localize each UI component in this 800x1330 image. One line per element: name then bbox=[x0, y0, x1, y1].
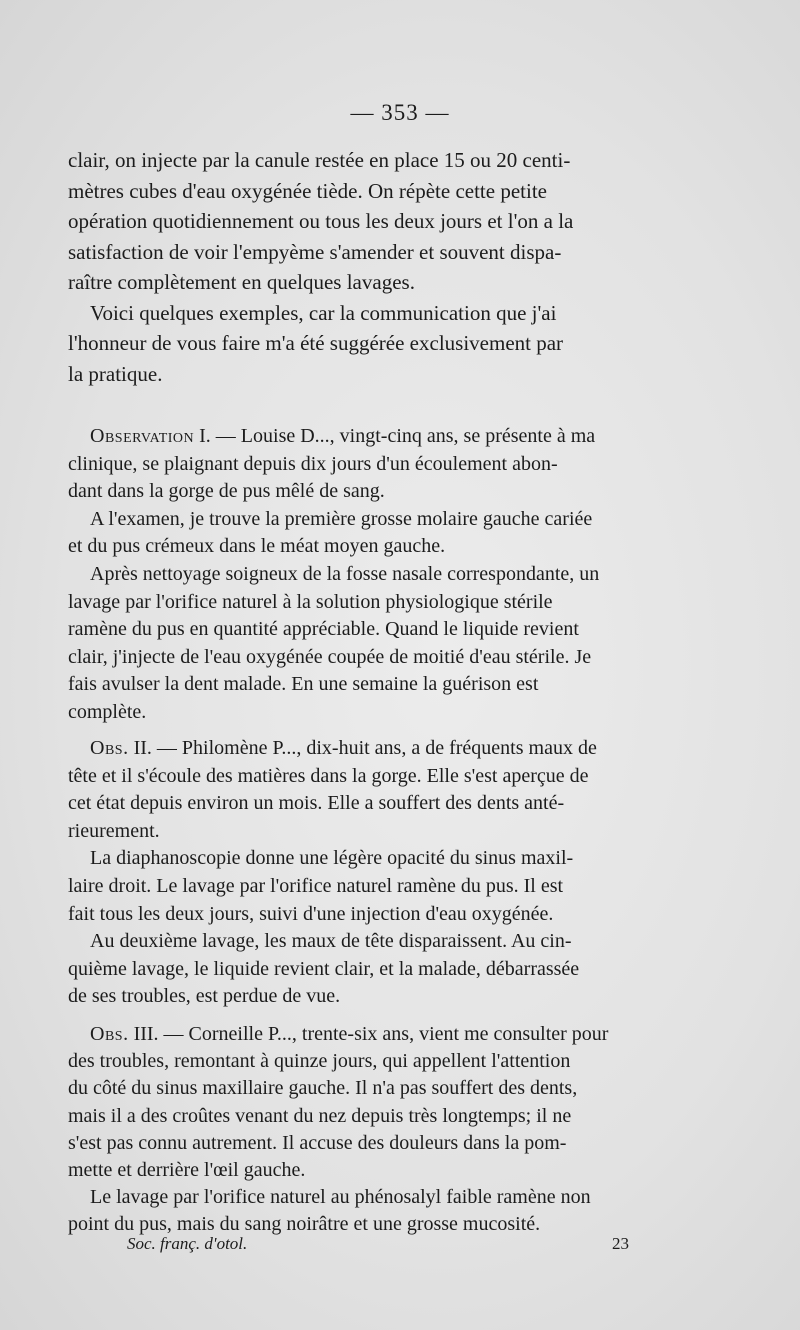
observation-heading: Obs. bbox=[90, 737, 129, 759]
text-line: du côté du sinus maxillaire gauche. Il n'a pas souffert des dents, bbox=[68, 1077, 578, 1100]
text-line: Après nettoyage soigneux de la fosse nasale correspondante, un bbox=[90, 562, 600, 585]
text-line: clair, j'injecte de l'eau oxygénée coupée de moitié d'eau stérile. Je bbox=[68, 645, 592, 668]
text-line: satisfaction de voir l'empyème s'amender et souvent dispa- bbox=[68, 239, 562, 264]
text-line: fait tous les deux jours, suivi d'une injection d'eau oxygénée. bbox=[68, 902, 554, 925]
text-line: mètres cubes d'eau oxygénée tiède. On répète cette petite bbox=[68, 178, 547, 203]
text-line: clinique, se plaignant depuis dix jours d'un écoulement abon- bbox=[68, 452, 558, 475]
observation-3 bbox=[68, 1021, 692, 1239]
text-line: lavage par l'orifice naturel à la solution physiologique stérile bbox=[68, 590, 553, 613]
text-line: Au deuxième lavage, les maux de tête disparaissent. Au cin- bbox=[90, 930, 572, 953]
intro-paragraphs bbox=[68, 145, 692, 389]
text-line: tête et il s'écoule des matières dans la gorge. Elle s'est aperçue de bbox=[68, 764, 589, 787]
text-line: s'est pas connu autrement. Il accuse des douleurs dans la pom- bbox=[68, 1131, 567, 1154]
text-line: La diaphanoscopie donne une légère opacité du sinus maxil- bbox=[90, 847, 574, 870]
text-line bbox=[68, 735, 692, 763]
text-line: la pratique. bbox=[68, 361, 163, 386]
text-line: laire droit. Le lavage par l'orifice naturel ramène du pus. Il est bbox=[68, 874, 564, 897]
text-line: mette et derrière l'œil gauche. bbox=[68, 1159, 306, 1182]
text-line: clair, on injecte par la canule restée en place 15 ou 20 centi- bbox=[68, 148, 571, 172]
page-number: — 353 — bbox=[350, 100, 450, 125]
text-line: et du pus crémeux dans le méat moyen gauche. bbox=[68, 535, 446, 558]
text-line: quième lavage, le liquide revient clair, et la malade, débarrassée bbox=[68, 957, 580, 980]
text-line: Le lavage par l'orifice naturel au phénosalyl faible ramène non bbox=[90, 1186, 591, 1209]
observation-line: II. — Philomène P..., dix-huit ans, a de fréquents maux de bbox=[128, 737, 597, 759]
text-line: point du pus, mais du sang noirâtre et une grosse mucosité. bbox=[68, 1213, 541, 1236]
text-line bbox=[68, 423, 692, 451]
text-line: rieurement. bbox=[68, 819, 160, 842]
text-line: des troubles, remontant à quinze jours, qui appellent l'attention bbox=[68, 1050, 571, 1073]
observation-2 bbox=[68, 735, 692, 1011]
observation-heading: Observation bbox=[90, 425, 195, 447]
text-line: ramène du pus en quantité appréciable. Quand le liquide revient bbox=[68, 618, 579, 641]
observation-heading: Obs. bbox=[90, 1023, 129, 1045]
text-line: cet état depuis environ un mois. Elle a souffert des dents anté- bbox=[68, 792, 565, 815]
text-line: dant dans la gorge de pus mêlé de sang. bbox=[68, 480, 385, 503]
text-line: l'honneur de vous faire m'a été suggérée exclusivement par bbox=[68, 331, 564, 355]
observation-line: I. — Louise D..., vingt-cinq ans, se présente à ma bbox=[194, 425, 596, 447]
text-line: opération quotidiennement ou tous les deux jours et l'on a la bbox=[68, 209, 574, 233]
signature-mark: Soc. franç. d'otol. bbox=[127, 1234, 248, 1253]
text-line: de ses troubles, est perdue de vue. bbox=[68, 985, 341, 1008]
text-line: fais avulser la dent malade. En une semaine la guérison est bbox=[68, 673, 539, 696]
observation-line: III. — Corneille P..., trente-six ans, vient me consulter pour bbox=[128, 1023, 609, 1045]
text-line: raître complètement en quelques lavages. bbox=[68, 270, 415, 294]
text-line: Voici quelques exemples, car la communication que j'ai bbox=[90, 300, 557, 325]
signature-number: 23 bbox=[612, 1234, 629, 1253]
observation-1 bbox=[68, 423, 692, 727]
text-line: mais il a des croûtes venant du nez depuis très longtemps; il ne bbox=[68, 1104, 572, 1127]
text-line: complète. bbox=[68, 700, 147, 723]
text-line: A l'examen, je trouve la première grosse molaire gauche cariée bbox=[90, 507, 593, 530]
text-line bbox=[68, 1021, 692, 1048]
